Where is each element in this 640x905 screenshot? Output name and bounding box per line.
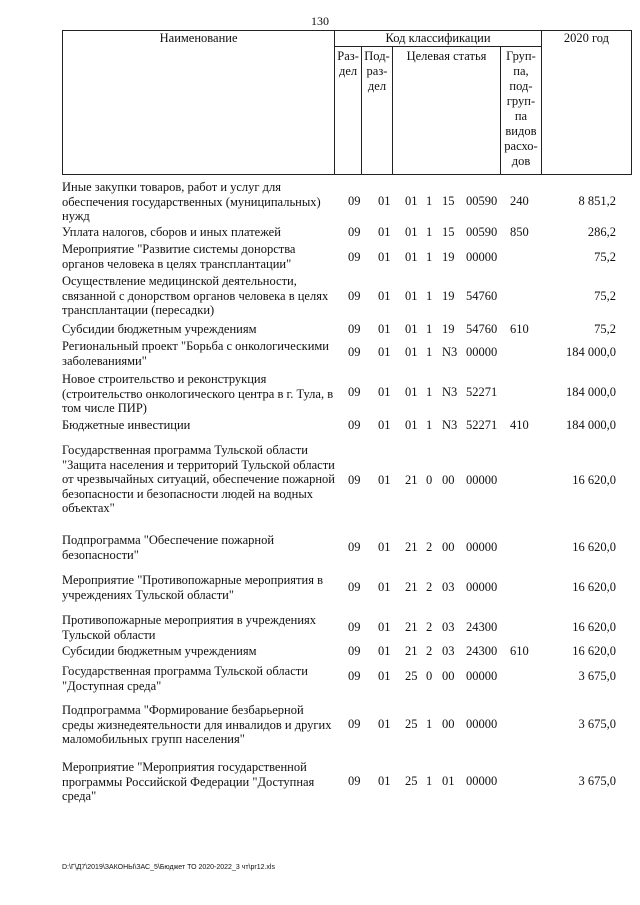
row-amount: 184 000,0 xyxy=(566,345,616,359)
header-podrazdel: Под- раз- дел xyxy=(362,47,393,175)
code-program: 21 xyxy=(405,540,418,554)
row-name: Мероприятие "Мероприятия государственной программы Российской Федерации "Доступная среда" xyxy=(62,760,315,803)
code-direction: 00590 xyxy=(466,194,498,208)
code-program: 01 xyxy=(405,322,418,336)
code-direction: 00000 xyxy=(466,717,498,731)
code-event: 03 xyxy=(442,644,455,658)
row-name: Подпрограмма "Формирование безбарьерной среды жизнедеятельности для инвалидов и других маломобильных групп населения" xyxy=(62,703,332,746)
row-name: Государственная программа Тульской области "Доступная среда" xyxy=(62,664,308,693)
code-subprogram: 2 xyxy=(426,580,433,594)
code-subprogram: 1 xyxy=(426,774,433,788)
code-podrazdel: 01 xyxy=(378,540,391,554)
code-subprogram: 0 xyxy=(426,669,433,683)
code-subprogram: 1 xyxy=(426,385,433,399)
code-event: N3 xyxy=(442,418,458,432)
header-code-group: Код классификации xyxy=(335,31,542,47)
header-target: Целевая статья xyxy=(392,47,500,175)
code-razdel: 09 xyxy=(348,717,361,731)
code-group: 610 xyxy=(510,322,529,336)
code-event: 00 xyxy=(442,717,455,731)
row-name: Противопожарные мероприятия в учреждениях Тульской области xyxy=(62,613,317,642)
row-name: Мероприятие "Противопожарные мероприятия в учреждениях Тульской области" xyxy=(62,573,323,602)
code-podrazdel: 01 xyxy=(378,194,391,208)
code-direction: 00000 xyxy=(466,669,498,683)
header-year: 2020 год xyxy=(541,31,631,175)
code-event: 19 xyxy=(442,250,455,264)
code-razdel: 09 xyxy=(348,669,361,683)
code-program: 25 xyxy=(405,669,418,683)
row-name: Осуществление медицинской деятельности, связанной с донорством органов человека в целях трансплантации (пересадки) xyxy=(62,274,329,317)
row-name: Мероприятие "Развитие системы донорства органов человека в целях трансплантации" xyxy=(62,242,296,271)
code-program: 01 xyxy=(405,345,418,359)
row-name: Региональный проект "Борьба с онкологическими заболеваниями" xyxy=(62,339,329,368)
code-podrazdel: 01 xyxy=(378,250,391,264)
code-event: 00 xyxy=(442,540,455,554)
row-amount: 75,2 xyxy=(594,322,616,336)
code-event: N3 xyxy=(442,385,458,399)
code-program: 01 xyxy=(405,250,418,264)
code-program: 21 xyxy=(405,644,418,658)
code-direction: 52271 xyxy=(466,418,498,432)
header-name: Наименование xyxy=(63,31,335,175)
code-event: 01 xyxy=(442,774,455,788)
row-amount: 3 675,0 xyxy=(578,669,616,683)
code-podrazdel: 01 xyxy=(378,644,391,658)
code-event: 00 xyxy=(442,473,455,487)
code-direction: 00000 xyxy=(466,774,498,788)
code-subprogram: 1 xyxy=(426,225,433,239)
code-program: 25 xyxy=(405,717,418,731)
code-direction: 00000 xyxy=(466,345,498,359)
row-amount: 286,2 xyxy=(587,225,616,239)
code-subprogram: 2 xyxy=(426,644,433,658)
code-subprogram: 1 xyxy=(426,194,433,208)
row-name: Новое строительство и реконструкция (строительство онкологического центра в г. Тула, в том числе ПИР) xyxy=(62,372,334,415)
header-table xyxy=(62,30,632,175)
code-razdel: 09 xyxy=(348,250,361,264)
code-subprogram: 1 xyxy=(426,289,433,303)
row-amount: 16 620,0 xyxy=(572,620,616,634)
code-group: 850 xyxy=(510,225,529,239)
page-number: 130 xyxy=(311,14,329,28)
code-direction: 00590 xyxy=(466,225,498,239)
code-podrazdel: 01 xyxy=(378,473,391,487)
code-podrazdel: 01 xyxy=(378,717,391,731)
row-amount: 184 000,0 xyxy=(566,418,616,432)
code-event: 19 xyxy=(442,289,455,303)
code-program: 01 xyxy=(405,385,418,399)
code-group: 240 xyxy=(510,194,529,208)
code-razdel: 09 xyxy=(348,580,361,594)
code-podrazdel: 01 xyxy=(378,322,391,336)
row-amount: 75,2 xyxy=(594,289,616,303)
header-razdel: Раз- дел xyxy=(335,47,362,175)
code-podrazdel: 01 xyxy=(378,580,391,594)
code-direction: 54760 xyxy=(466,322,498,336)
code-direction: 24300 xyxy=(466,644,498,658)
code-event: 15 xyxy=(442,194,455,208)
code-subprogram: 1 xyxy=(426,322,433,336)
code-subprogram: 0 xyxy=(426,473,433,487)
code-subprogram: 1 xyxy=(426,717,433,731)
code-event: N3 xyxy=(442,345,458,359)
code-direction: 54760 xyxy=(466,289,498,303)
row-amount: 3 675,0 xyxy=(578,717,616,731)
code-razdel: 09 xyxy=(348,540,361,554)
code-direction: 00000 xyxy=(466,473,498,487)
row-amount: 8 851,2 xyxy=(578,194,616,208)
row-amount: 16 620,0 xyxy=(572,540,616,554)
row-name: Подпрограмма "Обеспечение пожарной безопасности" xyxy=(62,533,275,562)
code-program: 21 xyxy=(405,620,418,634)
row-name: Субсидии бюджетным учреждениям xyxy=(62,644,257,658)
code-podrazdel: 01 xyxy=(378,418,391,432)
code-razdel: 09 xyxy=(348,418,361,432)
code-event: 19 xyxy=(442,322,455,336)
code-group: 610 xyxy=(510,644,529,658)
code-subprogram: 2 xyxy=(426,540,433,554)
code-razdel: 09 xyxy=(348,225,361,239)
code-group: 410 xyxy=(510,418,529,432)
code-program: 01 xyxy=(405,194,418,208)
code-subprogram: 1 xyxy=(426,250,433,264)
row-amount: 184 000,0 xyxy=(566,385,616,399)
code-direction: 52271 xyxy=(466,385,498,399)
row-name: Государственная программа Тульской области "Защита населения и территорий Тульской области от чрезвычайных ситуаций, обеспечение пожарной безопасности и безопасности людей на водных объектах" xyxy=(62,443,335,515)
code-razdel: 09 xyxy=(348,473,361,487)
code-razdel: 09 xyxy=(348,385,361,399)
code-razdel: 09 xyxy=(348,644,361,658)
code-podrazdel: 01 xyxy=(378,345,391,359)
code-direction: 00000 xyxy=(466,250,498,264)
code-event: 15 xyxy=(442,225,455,239)
code-razdel: 09 xyxy=(348,345,361,359)
row-name: Иные закупки товаров, работ и услуг для обеспечения государственных (муниципальных) нужд xyxy=(62,180,321,223)
code-razdel: 09 xyxy=(348,289,361,303)
row-amount: 16 620,0 xyxy=(572,644,616,658)
code-program: 25 xyxy=(405,774,418,788)
code-podrazdel: 01 xyxy=(378,669,391,683)
row-amount: 16 620,0 xyxy=(572,473,616,487)
header-group: Груп- па, под- груп- па видов расхо- дов xyxy=(501,47,542,175)
code-podrazdel: 01 xyxy=(378,289,391,303)
code-subprogram: 2 xyxy=(426,620,433,634)
code-podrazdel: 01 xyxy=(378,620,391,634)
row-name: Субсидии бюджетным учреждениям xyxy=(62,322,257,336)
code-program: 01 xyxy=(405,289,418,303)
code-razdel: 09 xyxy=(348,194,361,208)
code-razdel: 09 xyxy=(348,620,361,634)
code-program: 21 xyxy=(405,473,418,487)
row-name: Бюджетные инвестиции xyxy=(62,418,191,432)
code-event: 03 xyxy=(442,620,455,634)
code-razdel: 09 xyxy=(348,774,361,788)
code-subprogram: 1 xyxy=(426,345,433,359)
code-direction: 00000 xyxy=(466,580,498,594)
code-direction: 00000 xyxy=(466,540,498,554)
row-name: Уплата налогов, сборов и иных платежей xyxy=(62,225,281,239)
code-event: 00 xyxy=(442,669,455,683)
code-podrazdel: 01 xyxy=(378,225,391,239)
code-direction: 24300 xyxy=(466,620,498,634)
code-podrazdel: 01 xyxy=(378,774,391,788)
file-path-footer: D:\Г\Д7\2019\ЗАКОНЫ\ЗАС_5\Бюджет ТО 2020-2022_3 чт\pr12.xls xyxy=(62,864,275,871)
code-program: 01 xyxy=(405,225,418,239)
code-podrazdel: 01 xyxy=(378,385,391,399)
code-event: 03 xyxy=(442,580,455,594)
code-program: 21 xyxy=(405,580,418,594)
code-program: 01 xyxy=(405,418,418,432)
row-amount: 3 675,0 xyxy=(578,774,616,788)
row-amount: 16 620,0 xyxy=(572,580,616,594)
row-amount: 75,2 xyxy=(594,250,616,264)
code-subprogram: 1 xyxy=(426,418,433,432)
code-razdel: 09 xyxy=(348,322,361,336)
